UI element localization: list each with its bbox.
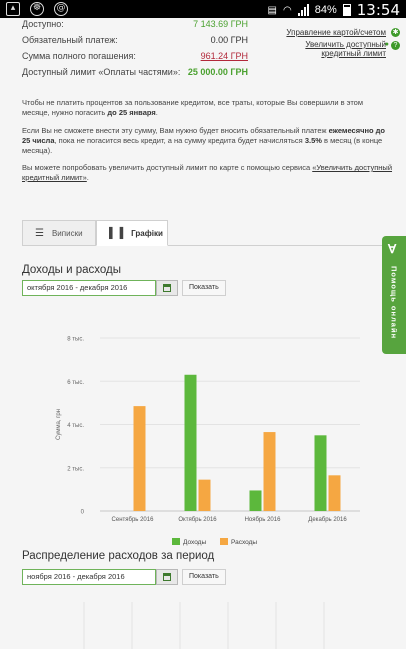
increase-limit-link[interactable]: Увеличить доступный: [305, 40, 386, 49]
expense-show-button[interactable]: Показать: [182, 569, 226, 585]
expense-distribution-title: Распределение расходов за период: [22, 550, 215, 562]
bar-expenses: [199, 480, 211, 511]
limit-value: 25 000.00 ГРН: [187, 67, 248, 77]
page-content: [0, 18, 406, 649]
system-icons: [268, 1, 400, 19]
list-icon: ☰: [35, 227, 44, 239]
tab-charts-label: Графіки: [131, 228, 163, 238]
income-calendar-button[interactable]: [156, 280, 178, 296]
income-date-range: [22, 280, 226, 296]
expense-date-input[interactable]: ноября 2016 - декабря 2016: [22, 569, 156, 585]
expense-calendar-button[interactable]: [156, 569, 178, 585]
p2-text-2: , пока не погасится весь кредит, а на сумму кредита будет начисляться: [54, 136, 305, 145]
y-axis-label: Сумма, грн: [56, 408, 62, 441]
income-expenses-title: Доходы и расходы: [22, 264, 122, 276]
p3-end: .: [86, 173, 89, 182]
tab-statements-label: Виписки: [51, 228, 83, 238]
legend-swatch: [220, 538, 228, 545]
p3-text: Вы можете попробовать увеличить доступный лимит по карте с помощью сервиса: [22, 163, 313, 172]
available-label: Доступно:: [22, 19, 64, 29]
y-tick-label: 8 тыс.: [67, 336, 84, 343]
mandatory-payment-text: [22, 126, 392, 156]
mandatory-row: [22, 35, 248, 51]
increase-limit-text: [22, 163, 392, 183]
p1-end: .: [155, 108, 158, 117]
bar-income: [315, 435, 327, 511]
increase-limit-link-line2[interactable]: кредитный лимит: [321, 49, 386, 58]
mandatory-label: Обязательный платеж:: [22, 35, 118, 45]
help-online-tab[interactable]: [382, 236, 406, 354]
signal-icon: [298, 4, 309, 16]
lightbulb-icon: ●: [384, 41, 389, 48]
bar-income: [185, 375, 197, 511]
p1-text: Чтобы не платить процентов за пользование кредитом, все траты, которые Вы совершили в этом месяце, нужно погасить: [22, 98, 364, 117]
income-date-input[interactable]: октября 2016 - декабря 2016: [22, 280, 156, 296]
income-show-button[interactable]: Показать: [182, 280, 226, 296]
calendar-icon: [163, 573, 171, 581]
available-value: 7 143.69 ГРН: [193, 19, 248, 29]
email-icon: @: [54, 2, 68, 16]
full-repayment-label: Сумма полного погашения:: [22, 51, 136, 61]
gear-icon[interactable]: ✱: [392, 29, 399, 36]
wifi-icon: ◠: [283, 4, 292, 16]
bar-expenses: [329, 475, 341, 511]
battery-icon: [343, 4, 351, 16]
grace-period-text: [22, 98, 392, 118]
available-row: [22, 19, 248, 35]
legend-label: Расходы: [231, 539, 258, 546]
bar-expenses: [264, 432, 276, 511]
legend-label: Доходы: [183, 539, 207, 546]
y-tick-label: 6 тыс.: [67, 379, 84, 386]
increase-limit-inline-link[interactable]: «Увеличить доступный кредитный лимит»: [22, 163, 393, 182]
expense-distribution-chart: [24, 602, 384, 649]
calendar-icon: [163, 284, 171, 292]
status-bar: [0, 0, 406, 18]
app-icon: ☸: [30, 2, 44, 16]
y-tick-label: 4 тыс.: [67, 423, 84, 429]
bar-chart-icon: ▌▐: [109, 227, 124, 239]
full-repayment-link[interactable]: 961.24 ГРН: [200, 51, 248, 61]
p1-date: до 25 января: [107, 108, 156, 117]
p2-deadline: ежемесячно до 25 числа: [22, 126, 385, 145]
mandatory-value: 0.00 ГРН: [210, 35, 248, 45]
p2-rate: 3.5%: [304, 136, 322, 145]
tab-statements[interactable]: [22, 220, 96, 246]
p2-end: в месяц (в конце месяца).: [22, 136, 383, 155]
notification-icons: [6, 2, 68, 16]
x-tick-label: Октябрь 2016: [178, 517, 217, 523]
help-icon[interactable]: ?: [391, 41, 400, 50]
left-edge-fragment: [0, 18, 4, 138]
help-logo-icon: ∀: [388, 242, 397, 256]
y-tick-label: 0: [80, 509, 84, 516]
y-tick-label: 2 тыс.: [67, 466, 84, 473]
clock: 13:54: [356, 1, 400, 19]
bar-expenses: [134, 406, 146, 511]
manage-card-link[interactable]: Управление картой/счетом: [286, 28, 386, 37]
limit-row: [22, 67, 248, 83]
help-online-label: Помощь онлайн: [389, 266, 399, 340]
expense-date-range: [22, 569, 226, 585]
battery-percent: 84%: [314, 4, 337, 16]
income-expenses-chart: [0, 308, 406, 548]
x-tick-label: Декабрь 2016: [308, 517, 347, 523]
x-tick-label: Сентябрь 2016: [111, 517, 154, 523]
sim-card-icon: ▤: [267, 4, 277, 16]
p2-text: Если Вы не сможете внести эту сумму, Вам нужно будет вносить обязательный платеж: [22, 126, 329, 135]
x-tick-label: Ноябрь 2016: [244, 517, 281, 523]
bar-income: [250, 490, 262, 511]
legend-swatch: [172, 538, 180, 545]
view-tabs: [22, 220, 168, 246]
gallery-icon: ▴: [6, 2, 20, 16]
limit-label: Доступный лимит «Оплаты частями»:: [22, 67, 181, 77]
full-repayment-row: [22, 51, 248, 67]
tab-charts[interactable]: [96, 220, 168, 246]
